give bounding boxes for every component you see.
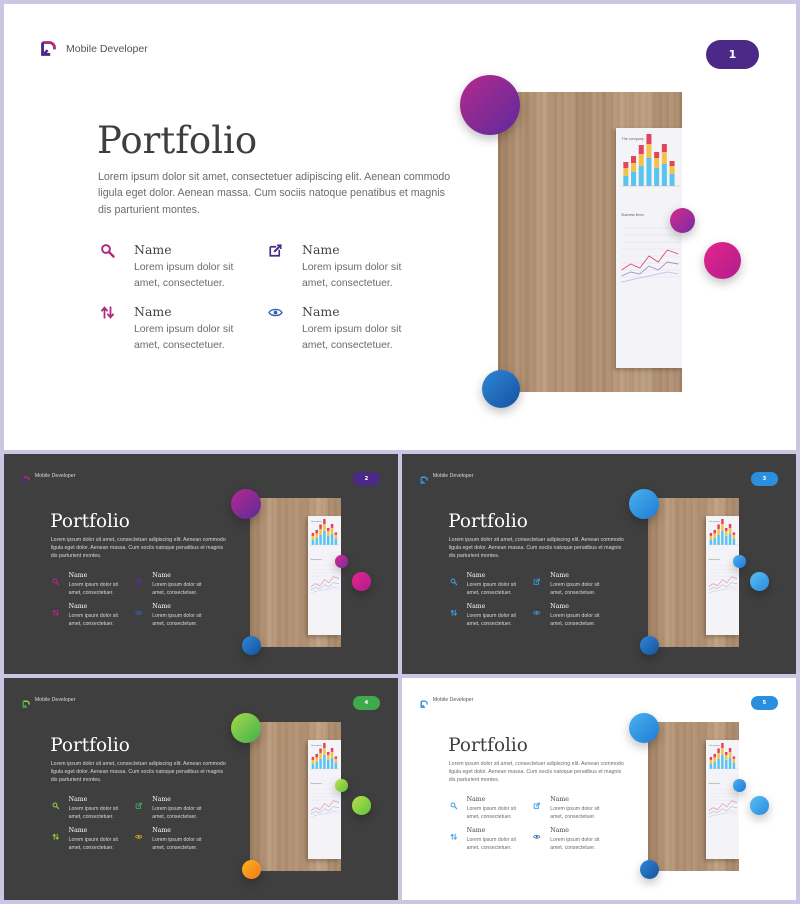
paper-bar [725, 536, 728, 545]
paper-bar [623, 176, 628, 186]
paper-bar [714, 538, 717, 545]
brand-logo-icon [22, 696, 30, 704]
paper-bar [331, 524, 334, 528]
feature-item [100, 240, 260, 300]
paper-bar [654, 168, 659, 186]
feature-name: Name [68, 603, 88, 611]
paper-bar [639, 166, 644, 186]
page-number-badge: 2 [353, 472, 379, 486]
paper-bar [331, 748, 334, 752]
brand-logo-icon [420, 696, 428, 704]
feature-name: Name [134, 242, 172, 257]
edit-icon [135, 797, 142, 804]
brand-name: Mobile Developer [66, 42, 148, 55]
sort-arrows-icon [450, 828, 457, 835]
paper-bar [320, 759, 323, 769]
feature-item [135, 571, 215, 601]
brand-name: Mobile Developer [34, 473, 76, 480]
feature-name: Name [550, 796, 569, 804]
feature-item [135, 795, 215, 825]
paper-bar [662, 144, 667, 152]
feature-description: Lorem ipsum dolor sit amet, consectetuer. [152, 613, 202, 628]
paper-bar [312, 764, 315, 769]
brand-logo-icon [22, 472, 30, 480]
search-icon [52, 797, 59, 804]
paper-bar [670, 174, 675, 186]
decorative-circle [242, 636, 261, 655]
eye-icon [268, 305, 283, 320]
feature-name: Name [466, 827, 486, 835]
decorative-circle [231, 489, 261, 519]
paper-bar [733, 535, 736, 539]
paper-bar [662, 152, 667, 164]
decorative-circle [335, 779, 347, 791]
report-paper-image [308, 516, 341, 635]
paper-bar [725, 760, 728, 769]
feature-item [533, 571, 613, 601]
paper-bar [718, 748, 721, 752]
decorative-circle [733, 779, 745, 791]
report-paper-image [308, 740, 341, 859]
paper-bar [324, 524, 327, 531]
decorative-circle [482, 370, 520, 408]
decorative-circle [750, 572, 768, 590]
paper-bar [631, 156, 636, 163]
feature-item [268, 240, 428, 300]
feature-description: Lorem ipsum dolor sit amet, consectetuer. [550, 582, 600, 597]
wood-board-image [250, 722, 342, 871]
eye-icon [533, 604, 540, 611]
sort-arrows-icon [52, 604, 59, 611]
paper-bar [729, 534, 732, 545]
paper-bar [733, 763, 736, 769]
paper-bar [733, 756, 736, 758]
paper-bar [729, 758, 732, 769]
paper-bar [733, 539, 736, 545]
paper-bar [646, 158, 651, 186]
eye-icon [135, 828, 142, 835]
feature-item [52, 602, 132, 632]
sort-arrows-icon [100, 305, 115, 320]
paper-title: The company [709, 744, 721, 747]
brand-name: Mobile Developer [34, 697, 76, 704]
paper-bar [710, 540, 713, 545]
report-paper-image [616, 128, 682, 368]
paper-bar [327, 760, 330, 769]
feature-name: Name [152, 796, 171, 804]
paper-bar [324, 519, 327, 524]
search-icon [450, 797, 457, 804]
wood-board-image [498, 92, 682, 392]
paper-bar [714, 530, 717, 533]
paper-bar [710, 760, 713, 764]
edit-icon [268, 243, 283, 258]
decorative-circle [629, 489, 659, 519]
page-title: Portfolio [50, 510, 130, 532]
paper-bar [316, 533, 319, 537]
paper-bar [710, 533, 713, 536]
feature-item [533, 602, 613, 632]
wood-board-image [648, 722, 740, 871]
report-paper-image [706, 516, 739, 635]
paper-title: The company [621, 136, 644, 142]
paper-bar [331, 534, 334, 545]
paper-bar [331, 758, 334, 769]
paper-bar [733, 759, 736, 763]
edit-icon [533, 573, 540, 580]
paper-bar [335, 763, 338, 769]
paper-bar [335, 756, 338, 758]
paper-bar [722, 755, 725, 769]
paper-bar [722, 748, 725, 755]
paper-bar [320, 524, 323, 528]
feature-item [533, 826, 613, 856]
paper-bar [722, 531, 725, 545]
paper-bar [312, 760, 315, 764]
search-icon [450, 573, 457, 580]
feature-item [450, 826, 530, 856]
wood-board-image [250, 498, 342, 647]
sort-arrows-icon [450, 604, 457, 611]
paper-bar [646, 134, 651, 144]
paper-bar [718, 535, 721, 545]
paper-bar [710, 757, 713, 760]
feature-name: Name [466, 796, 486, 804]
paper-bar [335, 539, 338, 545]
page-description: Lorem ipsum dolor sit amet, consectetuer adipiscing elit. Aenean commodo ligula eget dolor. Aenean massa. Cum sociis natoque penatibus et magnis dis parturient montes. [448, 761, 624, 784]
paper-bar [662, 164, 667, 186]
paper-bar [327, 536, 330, 545]
paper-bar [725, 528, 728, 531]
paper-bar [320, 748, 323, 752]
page-title: Portfolio [448, 734, 528, 756]
page-title: Portfolio [97, 119, 258, 162]
paper-bar [718, 524, 721, 528]
paper-title: The company [311, 520, 323, 523]
feature-description: Lorem ipsum dolor sit amet, consectetuer. [466, 837, 516, 852]
paper-bar [718, 529, 721, 535]
paper-bar [331, 752, 334, 758]
paper-subtitle: Business items [709, 782, 721, 785]
feature-item [52, 795, 132, 825]
page-number-badge: 5 [751, 696, 777, 710]
feature-description: Lorem ipsum dolor sit amet, consectetuer. [466, 806, 516, 821]
paper-bar [646, 144, 651, 158]
paper-bar [331, 528, 334, 534]
feature-description: Lorem ipsum dolor sit amet, consectetuer. [68, 613, 118, 628]
feature-name: Name [68, 827, 88, 835]
feature-name: Name [550, 827, 569, 835]
page-description: Lorem ipsum dolor sit amet, consectetuer adipiscing elit. Aenean commodo ligula eget dolor. Aenean massa. Cum sociis natoque penatibus et magnis dis parturient montes. [50, 761, 226, 784]
feature-name: Name [68, 796, 88, 804]
feature-description: Lorem ipsum dolor sit amet, consectetuer. [550, 613, 600, 628]
feature-description: Lorem ipsum dolor sit amet, consectetuer. [68, 837, 118, 852]
page-number-badge: 4 [353, 696, 379, 710]
paper-bar [718, 759, 721, 769]
brand-logo-icon [420, 472, 428, 480]
feature-description: Lorem ipsum dolor sit amet, consectetuer. [152, 582, 202, 597]
decorative-circle [640, 860, 659, 879]
feature-item [450, 795, 530, 825]
page-number-badge: 3 [751, 472, 777, 486]
paper-bar [327, 528, 330, 531]
slide-3[interactable] [402, 454, 796, 674]
paper-title: The company [709, 520, 721, 523]
paper-bar [316, 762, 319, 769]
paper-bar [639, 154, 644, 166]
feature-name: Name [68, 572, 88, 580]
search-icon [52, 573, 59, 580]
paper-bar [729, 524, 732, 528]
feature-description: Lorem ipsum dolor sit amet, consectetuer. [68, 582, 118, 597]
paper-bar [327, 752, 330, 755]
page-number-badge: 1 [706, 40, 759, 69]
paper-bar [722, 519, 725, 524]
page-title: Portfolio [50, 734, 130, 756]
decorative-circle [733, 555, 745, 567]
feature-description: Lorem ipsum dolor sit amet, consectetuer. [302, 262, 402, 290]
paper-bar [335, 535, 338, 539]
paper-bar [639, 145, 644, 154]
feature-item [450, 602, 530, 632]
paper-bar [722, 743, 725, 748]
feature-item [268, 302, 428, 362]
brand-header [22, 472, 76, 480]
brand-name: Mobile Developer [432, 697, 474, 704]
brand-header [40, 40, 148, 57]
paper-bar [670, 161, 675, 166]
feature-name: Name [152, 827, 171, 835]
feature-item [533, 795, 613, 825]
paper-bar [729, 752, 732, 758]
paper-bar [324, 743, 327, 748]
decorative-circle [460, 75, 520, 135]
paper-bar [312, 540, 315, 545]
feature-item [52, 826, 132, 856]
decorative-circle [242, 860, 261, 879]
brand-header [420, 696, 474, 704]
decorative-circle [704, 242, 741, 279]
decorative-circle [352, 796, 370, 814]
page-description: Lorem ipsum dolor sit amet, consectetuer adipiscing elit. Aenean commodo ligula eget dolor. Aenean massa. Cum sociis natoque penatibus et magnis dis parturient montes. [98, 171, 451, 216]
feature-name: Name [466, 572, 486, 580]
paper-bar [335, 532, 338, 534]
page-description: Lorem ipsum dolor sit amet, consectetuer adipiscing elit. Aenean commodo ligula eget dolor. Aenean massa. Cum sociis natoque penatibus et magnis dis parturient montes. [50, 537, 226, 560]
feature-item [100, 302, 260, 362]
decorative-circle [640, 636, 659, 655]
paper-bar [324, 748, 327, 755]
slide-4[interactable] [4, 678, 398, 900]
decorative-circle [670, 208, 695, 233]
eye-icon [135, 604, 142, 611]
feature-item [135, 826, 215, 856]
paper-bar [623, 168, 628, 176]
paper-bar [324, 531, 327, 545]
paper-bar [316, 530, 319, 533]
slide-1[interactable] [4, 4, 796, 450]
decorative-circle [335, 555, 347, 567]
edit-icon [533, 797, 540, 804]
paper-bar [327, 755, 330, 760]
paper-bar [714, 757, 717, 761]
paper-bar [722, 524, 725, 531]
paper-bar [729, 748, 732, 752]
paper-bar [729, 528, 732, 534]
slide-5[interactable] [402, 678, 796, 900]
feature-description: Lorem ipsum dolor sit amet, consectetuer. [302, 324, 402, 352]
brand-header [22, 696, 76, 704]
brand-header [420, 472, 474, 480]
feature-name: Name [134, 304, 172, 319]
paper-bar [320, 535, 323, 545]
paper-bar [710, 536, 713, 540]
paper-bar [733, 532, 736, 534]
feature-description: Lorem ipsum dolor sit amet, consectetuer. [466, 582, 516, 597]
paper-bar [623, 162, 628, 168]
paper-bar [714, 754, 717, 757]
paper-subtitle: Business items [709, 558, 721, 561]
feature-description: Lorem ipsum dolor sit amet, consectetuer. [68, 806, 118, 821]
paper-subtitle: Business items [311, 782, 323, 785]
feature-name: Name [152, 572, 171, 580]
paper-bar [312, 757, 315, 760]
feature-description: Lorem ipsum dolor sit amet, consectetuer. [550, 837, 600, 852]
paper-bar [714, 762, 717, 769]
paper-bar [316, 757, 319, 761]
paper-bar [654, 158, 659, 168]
paper-bar [725, 531, 728, 536]
paper-bar [335, 759, 338, 763]
paper-bar [631, 172, 636, 186]
paper-bar [654, 152, 659, 158]
paper-bar [316, 538, 319, 545]
paper-bar [725, 752, 728, 755]
feature-description: Lorem ipsum dolor sit amet, consectetuer. [152, 837, 202, 852]
paper-bar [312, 533, 315, 536]
feature-description: Lorem ipsum dolor sit amet, consectetuer. [134, 324, 234, 352]
feature-item [52, 571, 132, 601]
paper-title: The company [311, 744, 323, 747]
feature-description: Lorem ipsum dolor sit amet, consectetuer. [550, 806, 600, 821]
paper-bar [670, 166, 675, 174]
slide-2[interactable] [4, 454, 398, 674]
feature-name: Name [466, 603, 486, 611]
feature-description: Lorem ipsum dolor sit amet, consectetuer. [134, 262, 234, 290]
paper-bar [710, 764, 713, 769]
report-paper-image [706, 740, 739, 859]
feature-item [135, 602, 215, 632]
paper-bar [725, 755, 728, 760]
feature-name: Name [302, 304, 340, 319]
page-description: Lorem ipsum dolor sit amet, consectetuer adipiscing elit. Aenean commodo ligula eget dolor. Aenean massa. Cum sociis natoque penatibus et magnis dis parturient montes. [448, 537, 624, 560]
eye-icon [533, 828, 540, 835]
feature-name: Name [152, 603, 171, 611]
paper-bar [320, 529, 323, 535]
paper-bar [327, 531, 330, 536]
brand-name: Mobile Developer [432, 473, 474, 480]
decorative-circle [231, 713, 261, 743]
paper-bar [316, 754, 319, 757]
paper-bar [714, 533, 717, 537]
edit-icon [135, 573, 142, 580]
feature-name: Name [550, 603, 569, 611]
decorative-circle [629, 713, 659, 743]
feature-name: Name [302, 242, 340, 257]
paper-bar [631, 163, 636, 172]
sort-arrows-icon [52, 828, 59, 835]
paper-subtitle: Business items [621, 212, 644, 218]
feature-description: Lorem ipsum dolor sit amet, consectetuer. [466, 613, 516, 628]
wood-board-image [648, 498, 740, 647]
page-title: Portfolio [448, 510, 528, 532]
paper-bar [324, 755, 327, 769]
paper-bar [312, 536, 315, 540]
search-icon [100, 243, 115, 258]
feature-item [450, 571, 530, 601]
decorative-circle [750, 796, 768, 814]
feature-name: Name [550, 572, 569, 580]
paper-subtitle: Business items [311, 558, 323, 561]
brand-logo-icon [40, 40, 57, 57]
decorative-circle [352, 572, 370, 590]
paper-bar [718, 753, 721, 759]
paper-bar [320, 753, 323, 759]
feature-description: Lorem ipsum dolor sit amet, consectetuer. [152, 806, 202, 821]
